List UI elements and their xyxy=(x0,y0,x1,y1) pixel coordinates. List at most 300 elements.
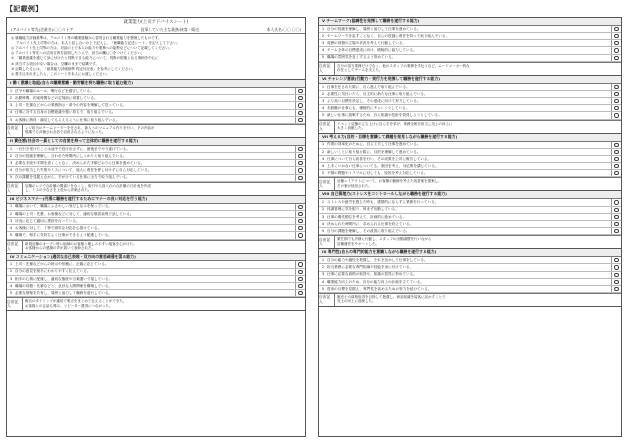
criteria-row xyxy=(7,218,305,225)
free-entry-line: 現場でも評価され全店で活用されるようになった。 xyxy=(25,130,106,135)
free-entry-line: レジ担当のチームリーダーを任され、新人へのマニュアル作りを行い、その内容が xyxy=(25,125,155,130)
criteria-row xyxy=(319,40,621,47)
criteria-number: 5 xyxy=(321,228,325,233)
criteria-text: 上司・先輩などからの指示や依頼に、正確に応じている。 xyxy=(15,262,109,267)
criteria-number: 4 xyxy=(321,106,325,111)
criteria-number: 1 xyxy=(321,26,325,31)
circle-mark-icon[interactable] xyxy=(298,89,302,93)
check-cell[interactable] xyxy=(611,33,621,39)
criteria-row xyxy=(319,33,621,40)
circle-mark-icon[interactable] xyxy=(298,205,302,209)
circle-mark-icon[interactable] xyxy=(614,280,618,284)
criteria-text: 一旦引き受けたことは途中で投げ出さずに、最後までやり遂げている。 xyxy=(15,146,130,151)
criteria-text: 作業の効率化のために、自ら工夫して仕事を進めている。 xyxy=(327,142,421,147)
criteria-row xyxy=(319,228,621,235)
circle-mark-icon[interactable] xyxy=(614,157,618,161)
criteria-row xyxy=(7,102,305,109)
free-entry-line: 店舗運営をサポートした。 xyxy=(337,241,379,246)
check-cell[interactable] xyxy=(611,221,621,227)
circle-mark-icon[interactable] xyxy=(298,212,302,216)
criteria-number: 4 xyxy=(9,110,13,115)
criteria-row xyxy=(319,286,621,293)
sheet-title: 就業能力(上司アドバイスシート) xyxy=(123,20,189,25)
check-cell[interactable] xyxy=(295,95,305,101)
criteria-number: 1 xyxy=(321,142,325,147)
free-entry-line: 報告のタイミングが適切で要点をまとめて伝えることができた。 xyxy=(25,299,127,304)
criteria-number: 2 xyxy=(9,153,13,158)
criteria-text: 職場の上司・先輩、お客様などに対して、適切な敬語表現で話している。 xyxy=(15,211,134,216)
eval-section xyxy=(319,249,621,307)
criteria-number: 3 xyxy=(9,218,13,223)
circle-mark-icon[interactable] xyxy=(614,143,618,147)
free-entry-box[interactable] xyxy=(7,240,305,253)
eval-section xyxy=(319,191,621,249)
criteria-number: 1 xyxy=(9,88,13,93)
criteria-text: 必要な情報を共有し、周囲と協力して職務を遂行している。 xyxy=(15,291,113,296)
check-cell[interactable] xyxy=(611,199,621,205)
criteria-text: 職場の雰囲気を良くするよう努めている。 xyxy=(327,55,396,60)
circle-mark-icon[interactable] xyxy=(298,111,302,115)
free-entry-text xyxy=(335,294,621,306)
check-cell[interactable] xyxy=(611,40,621,46)
criteria-text: 上司・先輩などからの業務指示・命令の内容を理解して従っている。 xyxy=(15,103,127,108)
circle-mark-icon[interactable] xyxy=(298,118,302,122)
check-cell[interactable] xyxy=(611,112,621,118)
section-heading: IX 専門性(自らの専門的能力を意識しながら職務を遂行する能力) xyxy=(319,249,621,257)
instruction-line: ① 「職業意識を通じて身に付けたと判断できる能力について、判断の根拠となる事柄を中心に xyxy=(11,56,159,61)
criteria-text: 職場で、相手に気持ちよく仕事ができるよう配慮している。 xyxy=(15,233,112,238)
criteria-number: 4 xyxy=(321,279,325,284)
check-cell[interactable] xyxy=(295,153,305,159)
criteria-text: チームワークを乱すことなく、自らの役割に責任を持って取り組んでいる。 xyxy=(327,33,450,38)
doc-label: 【記載例】 xyxy=(6,5,43,13)
criteria-row xyxy=(319,272,621,279)
check-cell[interactable] xyxy=(295,261,305,267)
circle-mark-icon[interactable] xyxy=(298,270,302,274)
check-cell[interactable] xyxy=(611,286,621,292)
criteria-row xyxy=(7,160,305,167)
section-heading: V チームワーク(協調性を発揮して職務を遂行する能力) xyxy=(319,18,621,26)
check-cell[interactable] xyxy=(611,47,621,53)
criteria-text: 体調管理に気を配り、休まず出勤している。 xyxy=(327,207,399,212)
check-cell[interactable] xyxy=(295,232,305,238)
free-entry-line: 新規店舗のオープン時に地域のお客様と親しみやすい接客を心がけた。 xyxy=(25,241,137,246)
criteria-number: 5 xyxy=(9,175,13,180)
free-entry-label: 自由記入 xyxy=(319,236,335,248)
criteria-row xyxy=(319,257,621,264)
criteria-text: 職場において、職場にふさわしい身だしなみを保っている。 xyxy=(15,204,112,209)
check-cell[interactable] xyxy=(295,290,305,296)
check-cell[interactable] xyxy=(295,175,305,181)
criteria-text: ストレスや疲労を感じた時も、感情的にならずに業務を行っている。 xyxy=(327,200,439,205)
criteria-text: 法令や職場のルール、慣行などを遵守している。 xyxy=(15,88,94,93)
free-entry-text xyxy=(335,236,621,248)
criteria-text: 新しいことに取り組む際に、目的を理解して進めている。 xyxy=(327,149,421,154)
circle-mark-icon[interactable] xyxy=(298,96,302,100)
free-entry-line: 存在としてチームを支えた。 xyxy=(337,68,383,73)
criteria-row xyxy=(7,225,305,232)
instruction-line: ② 該当する項目がない場合は、空欄のままで結構です。 xyxy=(11,61,99,66)
circle-mark-icon[interactable] xyxy=(298,233,302,237)
circle-mark-icon[interactable] xyxy=(298,103,302,107)
criteria-text: 新しい仕事に挑戦するため、自ら知識や技術を習得しようとしている。 xyxy=(327,113,442,118)
criteria-text: 周囲の同僚の立場や状況を考えて行動している。 xyxy=(327,41,407,46)
section-heading: I 働く意識と取組(自らの職業意識・勤労観を持ち職務に取り組む能力) xyxy=(7,80,305,88)
check-cell[interactable] xyxy=(611,214,621,220)
circle-mark-icon[interactable] xyxy=(614,287,618,291)
free-entry-text xyxy=(23,125,305,137)
criteria-row xyxy=(319,26,621,33)
criteria-number: 1 xyxy=(321,84,325,89)
header-name: 本人氏名:〇〇 〇〇) xyxy=(266,26,301,32)
check-cell[interactable] xyxy=(295,283,305,289)
criteria-number: 3 xyxy=(9,161,13,166)
free-entry-line: お客様からの感謝の声が届いて表彰された。 xyxy=(25,245,95,250)
criteria-number: 4 xyxy=(9,168,13,173)
check-cell[interactable] xyxy=(611,98,621,104)
criteria-number: 4 xyxy=(321,48,325,53)
instruction-line: ◎ 就職能力評価基準は、アルバイト等の職業経験から習得される職業能力を整理したものです。 xyxy=(11,35,162,40)
free-entry-box[interactable] xyxy=(7,297,305,310)
check-cell[interactable] xyxy=(295,167,305,173)
free-entry-label: 自由記入 xyxy=(7,298,23,310)
check-cell[interactable] xyxy=(295,204,305,210)
eval-section xyxy=(7,254,305,312)
free-entry-label: 自由記入 xyxy=(7,183,23,195)
criteria-text: 仕事に対する自身の目標意識や強い持ちで、取り組んでいる。 xyxy=(15,110,116,115)
criteria-number: 2 xyxy=(9,211,13,216)
free-entry-text xyxy=(23,183,305,195)
criteria-text: チーム全体の目標達成に向け、積極的に協力している。 xyxy=(327,48,417,53)
circle-mark-icon[interactable] xyxy=(614,113,618,117)
criteria-number: 4 xyxy=(9,283,13,288)
criteria-row xyxy=(7,283,305,290)
criteria-text: 仕事について自ら改善を行い、その成果を上司に報告している。 xyxy=(327,156,432,161)
check-cell[interactable] xyxy=(295,225,305,231)
criteria-text: 必要な手続や手間を省くことなく、決められた手順どおりに仕事を進めている。 xyxy=(15,161,145,166)
circle-mark-icon[interactable] xyxy=(614,265,618,269)
circle-mark-icon[interactable] xyxy=(614,150,618,154)
criteria-text: 自分の能力や適性を把握し、それを活かして仕事をしている。 xyxy=(327,257,428,262)
circle-mark-icon[interactable] xyxy=(614,258,618,262)
section-heading: VI チャレンジ意欲(行動力・実行力を発揮して職務を遂行する能力) xyxy=(319,76,621,84)
free-entry-label: 自由記入 xyxy=(319,294,335,306)
criteria-number: 1 xyxy=(9,204,13,209)
criteria-text: 自分の役割を理解し、周囲と協力して仕事を進めている。 xyxy=(327,26,421,31)
circle-mark-icon[interactable] xyxy=(614,215,618,219)
eval-section xyxy=(319,134,621,192)
check-cell[interactable] xyxy=(611,84,621,90)
instruction-line: ③ 記載した方には、「就業能力評価基準 判定付記表」を参考にしてください。 xyxy=(11,66,136,71)
criteria-row xyxy=(319,112,621,119)
free-entry-box[interactable] xyxy=(319,120,621,133)
left-sections xyxy=(7,80,305,311)
instructions xyxy=(7,34,305,80)
criteria-row xyxy=(7,276,305,283)
criteria-text: 出勤時間、約束時間などの定刻前に到着している。 xyxy=(15,96,98,101)
criteria-row xyxy=(319,98,621,105)
circle-mark-icon[interactable] xyxy=(298,226,302,230)
criteria-row xyxy=(7,88,305,95)
header-shop: (アルバイト等先(企業名):〇〇ストア xyxy=(11,26,74,32)
circle-mark-icon[interactable] xyxy=(298,284,302,288)
check-cell[interactable] xyxy=(611,55,621,61)
header-job: 従事していた主な業務:接客・販売 xyxy=(140,26,200,32)
free-entry-box[interactable] xyxy=(319,62,621,75)
check-cell[interactable] xyxy=(611,163,621,169)
circle-mark-icon[interactable] xyxy=(614,222,618,226)
free-entry-box[interactable] xyxy=(319,293,621,306)
criteria-row xyxy=(319,199,621,206)
criteria-row xyxy=(7,269,305,276)
free-entry-box[interactable] xyxy=(319,235,621,248)
free-entry-line: 自分の担当業務だけでなく、他のスタッフの業務を手伝うなど、ムードメーカー的な xyxy=(337,63,470,68)
free-entry-label: 自由記入 xyxy=(7,241,23,253)
instruction-line: ◎ 書き込まれましたら、このシートを本人にお渡しください。 xyxy=(11,71,110,76)
free-entry-line: 繁忙期でも冷静に行動し、スタッフの出勤調整を行いながら xyxy=(337,237,432,242)
criteria-row xyxy=(319,163,621,170)
criteria-number: 4 xyxy=(321,163,325,168)
criteria-number: 1 xyxy=(321,200,325,205)
section-heading: III ビジネスマナー(円滑に職務を遂行するためにマナーの良い対応を行う能力) xyxy=(7,196,305,204)
circle-mark-icon[interactable] xyxy=(614,200,618,204)
criteria-text: 担当業務に必要な専門知識や技能を身に付けている。 xyxy=(327,265,414,270)
free-entry-box[interactable] xyxy=(7,124,305,137)
circle-mark-icon[interactable] xyxy=(298,154,302,158)
circle-mark-icon[interactable] xyxy=(614,27,618,31)
free-entry-label: 自由記入 xyxy=(319,63,335,75)
criteria-number: 3 xyxy=(321,214,325,219)
free-entry-box[interactable] xyxy=(7,182,305,195)
check-cell[interactable] xyxy=(611,142,621,148)
check-cell[interactable] xyxy=(295,218,305,224)
criteria-text: 決められた時間内に、求められる仕事を終えている。 xyxy=(327,221,414,226)
criteria-text: 未経験の仕事にも、積極的にチャレンジしている。 xyxy=(327,106,410,111)
criteria-number: 5 xyxy=(321,171,325,176)
criteria-text: 仕事を任された際に、自ら進んで取り組んでいる。 xyxy=(327,84,410,89)
check-cell[interactable] xyxy=(611,279,621,285)
criteria-text: 状況に応じて適切に挨拶を行っている。 xyxy=(15,218,80,223)
free-entry-line: 大きく貢献した。 xyxy=(337,126,365,130)
free-entry-text xyxy=(23,298,305,310)
free-entry-line: 売上の向上に貢献した。 xyxy=(337,299,376,304)
check-cell[interactable] xyxy=(611,149,621,155)
free-entry-text xyxy=(335,63,621,75)
check-cell[interactable] xyxy=(611,91,621,97)
check-cell[interactable] xyxy=(295,211,305,217)
circle-mark-icon[interactable] xyxy=(614,34,618,38)
criteria-row xyxy=(7,146,305,153)
right-sections xyxy=(319,18,621,307)
circle-mark-icon[interactable] xyxy=(614,171,618,175)
criteria-number: 3 xyxy=(321,272,325,277)
free-entry-line: 店舗レイアウトについて、お客様の動線を考えた改善案を提案し、 xyxy=(337,179,442,184)
criteria-row xyxy=(7,290,305,297)
criteria-text: より高い目標を設定し、その達成に向けて努力している。 xyxy=(327,98,421,103)
eval-section xyxy=(319,76,621,134)
check-cell[interactable] xyxy=(611,264,621,270)
eval-section xyxy=(7,196,305,254)
check-cell[interactable] xyxy=(295,276,305,282)
circle-mark-icon[interactable] xyxy=(614,106,618,110)
criteria-row xyxy=(7,204,305,211)
criteria-row xyxy=(319,170,621,177)
eval-section xyxy=(7,138,305,196)
check-cell[interactable] xyxy=(611,156,621,162)
criteria-text: 自分が担当した失敗やミスについて、他人に責任を押し付けずに自ら対応している。 xyxy=(15,168,152,173)
instruction-line: ◎ アルバイト先上司等の方は、対話の上で本人の能力や業務への姿勢などについて記載してください。 xyxy=(11,46,173,51)
criteria-row xyxy=(7,110,305,117)
circle-mark-icon[interactable] xyxy=(298,147,302,151)
check-cell[interactable] xyxy=(295,102,305,108)
criteria-number: 3 xyxy=(321,156,325,161)
criteria-text: 自分の課題を理解し、その改善に取り組んでいる。 xyxy=(327,228,410,233)
criteria-row xyxy=(7,232,305,239)
criteria-row xyxy=(319,221,621,228)
criteria-number: 3 xyxy=(9,276,13,281)
criteria-text: 次の課題を見据えながら、手がけている仕事に全力で取り組んでいる。 xyxy=(15,175,130,180)
sheet-right xyxy=(318,17,622,437)
criteria-number: 5 xyxy=(9,233,13,238)
criteria-row xyxy=(319,55,621,62)
free-entry-box[interactable] xyxy=(319,177,621,190)
criteria-row xyxy=(319,156,621,163)
circle-mark-icon[interactable] xyxy=(614,92,618,96)
circle-mark-icon[interactable] xyxy=(298,291,302,295)
free-entry-text xyxy=(23,241,305,253)
criteria-number: 2 xyxy=(321,149,325,154)
check-cell[interactable] xyxy=(295,88,305,94)
criteria-row xyxy=(319,149,621,156)
criteria-number: 4 xyxy=(321,221,325,226)
criteria-row xyxy=(319,279,621,286)
free-entry-line: イベント店舗の立ち上げに自ら手を挙げ、業務全般を担当し売上の向上に xyxy=(337,121,453,126)
criteria-text: 必要性に気付いたら、自主的に新たな仕事に取り組んでいる。 xyxy=(327,91,428,96)
circle-mark-icon[interactable] xyxy=(298,219,302,223)
free-entry-line: その案が採用された。 xyxy=(337,183,372,188)
circle-mark-icon[interactable] xyxy=(298,176,302,180)
circle-mark-icon[interactable] xyxy=(614,164,618,168)
free-entry-text xyxy=(335,178,621,190)
circle-mark-icon[interactable] xyxy=(614,56,618,60)
criteria-row xyxy=(7,153,305,160)
check-cell[interactable] xyxy=(295,110,305,116)
check-cell[interactable] xyxy=(295,117,305,123)
criteria-number: 5 xyxy=(9,117,13,122)
criteria-text: 不測の問題やトラブルに対しても、原因を考え対応している。 xyxy=(327,171,428,176)
criteria-number: 5 xyxy=(321,55,325,60)
criteria-number: 3 xyxy=(9,103,13,108)
criteria-number: 3 xyxy=(321,41,325,46)
circle-mark-icon[interactable] xyxy=(298,168,302,172)
criteria-row xyxy=(319,207,621,214)
criteria-row xyxy=(319,105,621,112)
criteria-number: 2 xyxy=(321,91,325,96)
free-entry-line: 販売士の資格取得を目指して勉強し、商品知識を接客に活かすことで xyxy=(337,295,446,300)
criteria-text: 上手くいかない仕事についても、原因を考え、対応策を講じている。 xyxy=(327,163,439,168)
criteria-number: 2 xyxy=(9,269,13,274)
check-cell[interactable] xyxy=(295,146,305,152)
circle-mark-icon[interactable] xyxy=(614,48,618,52)
criteria-number: 5 xyxy=(321,286,325,291)
check-cell[interactable] xyxy=(611,207,621,213)
free-entry-text xyxy=(335,121,621,133)
section-heading: II 責任感(社会の一員としての自覚を持って主体的に職務を遂行する能力) xyxy=(7,138,305,146)
criteria-text: お客様に対して、丁寧で誠実な対応を心掛けている。 xyxy=(15,226,102,231)
free-entry-line: 店舗のレジで合計額の間違いをなくし、取引や人員入れの合計額の日計表を作成 xyxy=(25,183,151,188)
sheet-left xyxy=(6,17,306,437)
criteria-number: 1 xyxy=(9,146,13,151)
criteria-row xyxy=(7,211,305,218)
circle-mark-icon[interactable] xyxy=(614,273,618,277)
criteria-number: 2 xyxy=(321,207,325,212)
circle-mark-icon[interactable] xyxy=(614,99,618,103)
criteria-row xyxy=(7,261,305,268)
criteria-number: 2 xyxy=(321,265,325,270)
free-entry-line: お客様との会話も弾み、リピーター獲得につながった。 xyxy=(25,303,113,308)
check-cell[interactable] xyxy=(611,26,621,32)
criteria-text: 仕事に必要な資格の取得や、知識の習得に努めている。 xyxy=(327,272,417,277)
criteria-text: 将来の目標を見据え、専門性を高めるための努力を続けている。 xyxy=(327,286,432,291)
criteria-row xyxy=(7,95,305,102)
section-heading: IV コミュニケーション(適切な自己表現・双方向の意思疎通を図る能力) xyxy=(7,254,305,262)
circle-mark-icon[interactable] xyxy=(614,229,618,233)
criteria-number: 3 xyxy=(321,98,325,103)
circle-mark-icon[interactable] xyxy=(614,208,618,212)
check-cell[interactable] xyxy=(611,228,621,234)
free-entry-line: し、ミスの少なさを上長から評価された。 xyxy=(25,188,92,193)
check-cell[interactable] xyxy=(611,272,621,278)
criteria-text: 職業能力向上のため、自分の能力向上の計画を立てている。 xyxy=(327,279,424,284)
check-cell[interactable] xyxy=(611,257,621,263)
criteria-text: お客様に納得・満足してもらえるように仕事に取り組んでいる。 xyxy=(15,117,120,122)
circle-mark-icon[interactable] xyxy=(298,161,302,165)
circle-mark-icon[interactable] xyxy=(614,85,618,89)
criteria-number: 5 xyxy=(321,113,325,118)
instruction-line: アルバイト先上司等の方は、本人と話し合いの上で記入し、「就職能力記述シート」を記入して下さい。 xyxy=(16,40,181,45)
eval-section xyxy=(319,18,621,76)
free-entry-label: 自由記入 xyxy=(319,178,335,190)
criteria-number: 1 xyxy=(9,262,13,267)
instruction-line: ◎ アルバイト等先への活用目的を説明したうえで、該当の欄に〇をつけてください。 xyxy=(11,51,145,56)
criteria-row xyxy=(7,175,305,182)
section-heading: VII 考える力(目的・目標を意識して課題を発見しながら職務を遂行する能力) xyxy=(319,134,621,142)
criteria-text: 仕事の優先順位を考えて、計画的に進めている。 xyxy=(327,214,406,219)
check-cell[interactable] xyxy=(295,160,305,166)
criteria-number: 2 xyxy=(9,96,13,101)
check-cell[interactable] xyxy=(295,269,305,275)
criteria-text: 相手の心情に配慮し、適切な態度や言葉遣いで接している。 xyxy=(15,276,113,281)
criteria-text: 自分の役割を理解し、言われた時間内にしっかりと取り組んでいる。 xyxy=(15,153,127,158)
criteria-number: 5 xyxy=(9,291,13,296)
header-row xyxy=(7,27,305,35)
section-heading: VIII 自己管理力(ストレスをコントロールしながら職務を遂行する能力) xyxy=(319,191,621,199)
circle-mark-icon[interactable] xyxy=(298,277,302,281)
check-cell[interactable] xyxy=(611,105,621,111)
criteria-row xyxy=(319,84,621,91)
eval-section xyxy=(7,80,305,138)
criteria-text: 自分の意見を相手にわかりやすく伝えている。 xyxy=(15,269,91,274)
free-entry-label: 自由記入 xyxy=(7,125,23,137)
criteria-row xyxy=(319,214,621,221)
criteria-number: 2 xyxy=(321,33,325,38)
free-entry-label: 自由記入 xyxy=(319,121,335,133)
criteria-row xyxy=(319,142,621,149)
criteria-row xyxy=(7,117,305,124)
circle-mark-icon[interactable] xyxy=(614,41,618,45)
check-cell[interactable] xyxy=(611,170,621,176)
circle-mark-icon[interactable] xyxy=(298,262,302,266)
